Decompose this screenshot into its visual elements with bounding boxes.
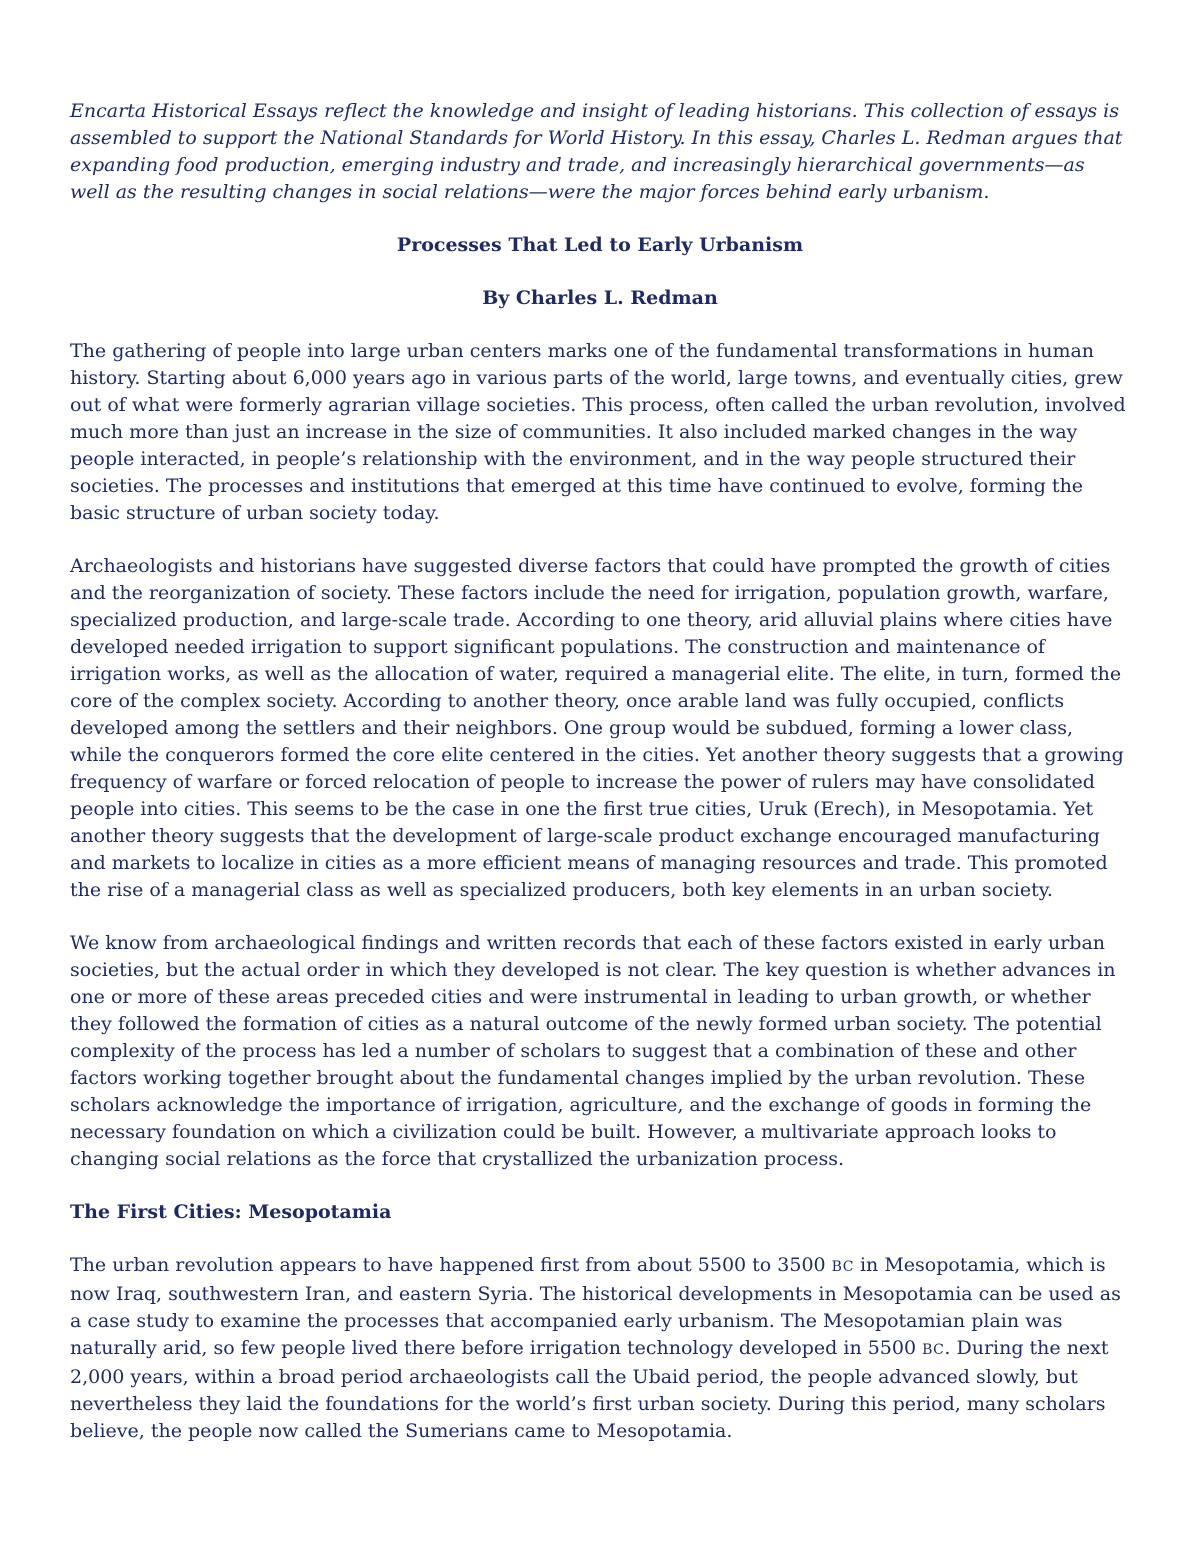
body-paragraph-3: We know from archaeological findings and written records that each of these factors existed in early urban societies, but the actual order in which they developed is not clear. The key question is whether advances in one or more of these areas preceded cities and were instrumental in leading to urban growth, or whether they followed the formation of cities as a natural outcome of the newly formed urban society. The potential complexity of the process has led a number of scholars to suggest that a combination of these and other factors working together brought about the fundamental changes implied by the urban revolution. These scholars acknowledge the importance of irrigation, agriculture, and the exchange of goods in forming the necessary foundation on which a civilization could be built. However, a multivariate approach looks to changing social relations as the force that crystallized the urbanization process. xyxy=(70,932,1116,1170)
author-byline: By Charles L. Redman xyxy=(482,287,718,309)
body-paragraph-1: The gathering of people into large urban centers marks one of the fundamental transformations in human history. Starting about 6,000 years ago in various parts of the world, large towns, and eventually cities, grew out of what were formerly agrarian village societies. This process, often called the urban revolution, involved much more than just an increase in the size of communities. It also included marked changes in the way people interacted, in people’s relationship with the environment, and in the way people structured their societies. The processes and institutions that emerged at this time have continued to evolve, forming the basic structure of urban society today. xyxy=(70,340,1126,524)
section-text-part-3: . During the next 2,000 years, within a broad period archaeologists call the Ubaid period, the people advanced slowly, but nevertheless they laid the foundations for the world’s first urban society. During this period, many scholars believe, the people now called the Sumerians came to Mesopotamia. xyxy=(70,1337,1109,1442)
body-paragraph-2: Archaeologists and historians have suggested diverse factors that could have prompted the growth of cities and the reorganization of society. These factors include the need for irrigation, population growth, warfare, specialized production, and large-scale trade. According to one theory, arid alluvial plains where cities have developed needed irrigation to support significant populations. The construction and maintenance of irrigation works, as well as the allocation of water, required a managerial elite. The elite, in turn, formed the core of the complex society. According to another theory, once arable land was fully occupied, conflicts developed among the settlers and their neighbors. One group would be subdued, forming a lower class, while the conquerors formed the core elite centered in the cities. Yet another theory suggests that a growing frequency of warfare or forced relocation of people to increase the power of rulers may have consolidated people into cities. This seems to be the case in one the first true cities, Uruk (Erech), in Mesopotamia. Yet another theory suggests that the development of large-scale product exchange encouraged manufacturing and markets to localize in cities as a more efficient means of managing resources and trade. This promoted the rise of a managerial class as well as specialized producers, both key elements in an urban society. xyxy=(70,555,1124,901)
section-text-part-2: in Mesopotamia, which is now Iraq, southwestern Iran, and eastern Syria. The historical developments in Mesopotamia can be used as a case study to examine the processes that accompanied early urbanism. The Mesopotamian plain was naturally arid, so few people lived there before irrigation technology developed in 5500 xyxy=(70,1254,1121,1359)
section-paragraph-1 xyxy=(70,1252,1130,1445)
section-text-part-1: The urban revolution appears to have happened first from about 5500 to 3500 xyxy=(70,1254,832,1276)
section-heading: The First Cities: Mesopotamia xyxy=(70,1201,392,1223)
era-label: BC xyxy=(831,1259,854,1275)
document-page xyxy=(70,98,1130,1445)
intro-paragraph: Encarta Historical Essays reflect the knowledge and insight of leading historians. This collection of essays is assembled to support the National Standards for World History. In this essay, Charles L. Redman argues that expanding food production, emerging industry and trade, and increasingly hierarchical governments—as well as the resulting changes in social relations—were the major forces behind early urbanism. xyxy=(70,100,1123,203)
essay-title: Processes That Led to Early Urbanism xyxy=(396,234,804,256)
era-label: BC xyxy=(922,1342,945,1358)
